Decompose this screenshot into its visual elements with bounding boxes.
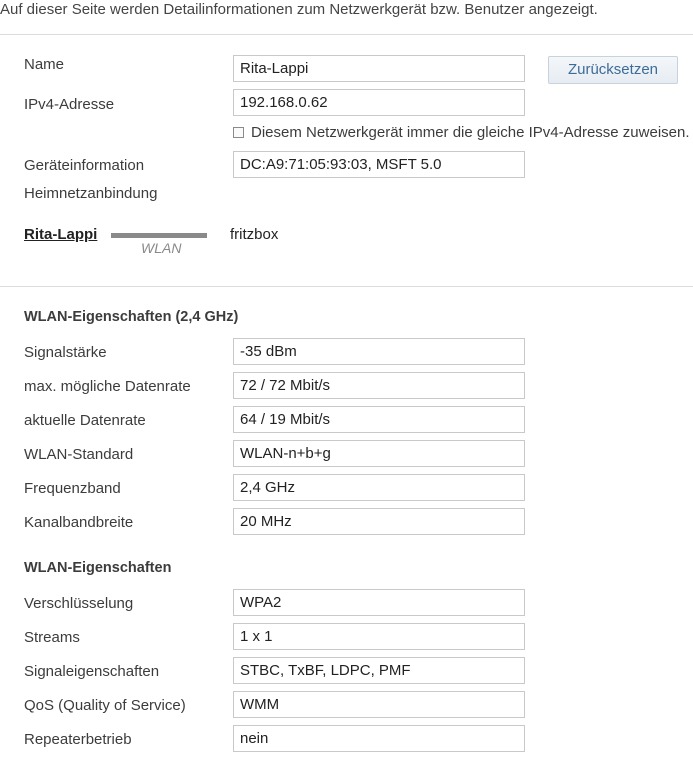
same-ip-checkbox-label: Diesem Netzwerkgerät immer die gleiche IPv4-Adresse zuweisen. xyxy=(251,124,690,141)
frequency-band-label: Frequenzband xyxy=(24,480,121,497)
repeater-field: nein xyxy=(233,725,525,752)
signal-strength-field: -35 dBm xyxy=(233,338,525,365)
current-datarate-field: 64 / 19 Mbit/s xyxy=(233,406,525,433)
same-ip-checkbox[interactable] xyxy=(233,127,244,138)
ipv4-label: IPv4-Adresse xyxy=(24,96,115,113)
max-datarate-label: max. mögliche Datenrate xyxy=(24,378,191,395)
wlan-props-title: WLAN-Eigenschaften xyxy=(24,560,172,576)
wlan-standard-field: WLAN-n+b+g xyxy=(233,440,525,467)
device-info-label: Geräteinformation xyxy=(24,157,145,174)
wlan-24-title: WLAN-Eigenschaften (2,4 GHz) xyxy=(24,309,239,325)
frequency-band-field: 2,4 GHz xyxy=(233,474,525,501)
encryption-label: Verschlüsselung xyxy=(24,595,134,612)
qos-field: WMM xyxy=(233,691,525,718)
device-link[interactable]: Rita-Lappi xyxy=(24,226,98,243)
wlan-connection-line xyxy=(111,233,207,238)
same-ip-option[interactable] xyxy=(233,124,690,141)
encryption-field: WPA2 xyxy=(233,589,525,616)
max-datarate-field: 72 / 72 Mbit/s xyxy=(233,372,525,399)
ipv4-input[interactable]: 192.168.0.62 xyxy=(233,89,525,116)
name-input[interactable]: Rita-Lappi xyxy=(233,55,525,82)
page-intro: Auf dieser Seite werden Detailinformationen zum Netzwerkgerät bzw. Benutzer angezeigt. xyxy=(0,1,598,18)
signal-properties-label: Signaleigenschaften xyxy=(24,663,160,680)
home-network-label: Heimnetzanbindung xyxy=(24,185,158,202)
router-name: fritzbox xyxy=(230,226,279,243)
streams-label: Streams xyxy=(24,629,80,646)
divider-top xyxy=(0,34,693,35)
current-datarate-label: aktuelle Datenrate xyxy=(24,412,146,429)
repeater-label: Repeaterbetrieb xyxy=(24,731,132,748)
qos-label: QoS (Quality of Service) xyxy=(24,697,186,714)
signal-properties-field: STBC, TxBF, LDPC, PMF xyxy=(233,657,525,684)
streams-field: 1 x 1 xyxy=(233,623,525,650)
connection-medium-label: WLAN xyxy=(141,240,182,256)
name-label: Name xyxy=(24,56,65,73)
reset-button[interactable]: Zurücksetzen xyxy=(548,56,678,84)
device-info-field: DC:A9:71:05:93:03, MSFT 5.0 xyxy=(233,151,525,178)
signal-strength-label: Signalstärke xyxy=(24,344,107,361)
wlan-standard-label: WLAN-Standard xyxy=(24,446,134,463)
channel-width-field: 20 MHz xyxy=(233,508,525,535)
channel-width-label: Kanalbandbreite xyxy=(24,514,134,531)
divider-middle xyxy=(0,286,693,287)
